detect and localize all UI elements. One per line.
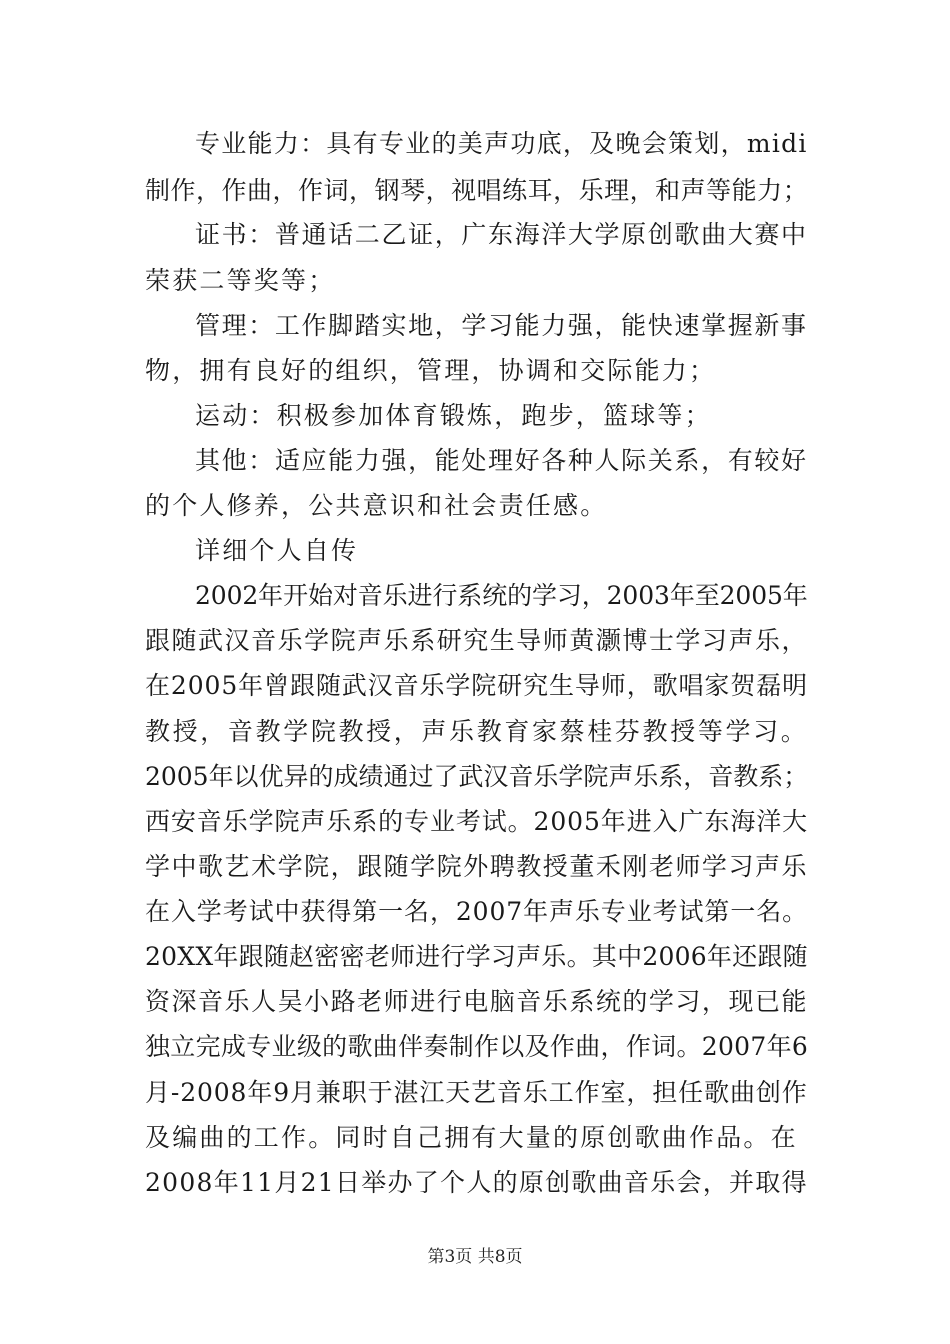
autobiography-line: 月-2008年9月兼职于湛江天艺音乐工作室，担任歌曲创作 — [145, 1078, 808, 1107]
autobiography-line: 在入学考试中获得第一名，2007年声乐专业考试第一名。 — [145, 897, 809, 926]
autobiography-line: 2002年开始对音乐进行系统的学习，2003年至2005年 — [195, 581, 808, 610]
autobiography-line: 2005年以优异的成绩通过了武汉音乐学院声乐系，音教系； — [145, 762, 809, 791]
skill-other-line-2: 的个人修养，公共意识和社会责任感。 — [145, 491, 608, 520]
skill-sports-line-1: 运动：积极参加体育锻炼，跑步，篮球等； — [195, 401, 712, 430]
skill-management-line-2: 物，拥有良好的组织，管理，协调和交际能力； — [145, 356, 717, 385]
skill-certificates-line-1: 证书：普通话二乙证，广东海洋大学原创歌曲大赛中 — [195, 220, 808, 249]
autobiography-line: 独立完成专业级的歌曲伴奏制作以及作曲，作词。2007年6 — [145, 1032, 809, 1061]
autobiography-line: 资深音乐人吴小路老师进行电脑音乐系统的学习，现已能 — [145, 987, 809, 1016]
autobiography-line: 及编曲的工作。同时自己拥有大量的原创歌曲作品。在 — [145, 1123, 798, 1152]
autobiography-line: 学中歌艺术学院，跟随学院外聘教授董禾刚老师学习声乐 — [145, 852, 809, 881]
page-number-footer: 第3页 共8页 — [427, 1247, 523, 1267]
autobiography-line: 20XX年跟随赵密密老师进行学习声乐。其中2006年还跟随 — [145, 942, 808, 971]
skill-other-line-1: 其他：适应能力强，能处理好各种人际关系，有较好 — [195, 446, 808, 475]
skill-certificates-line-2: 荣获二等奖等； — [145, 266, 336, 295]
autobiography-line: 跟随武汉音乐学院声乐系研究生导师黄灏博士学习声乐， — [145, 626, 809, 655]
autobiography-line: 在2005年曾跟随武汉音乐学院研究生导师，歌唱家贺磊明 — [145, 671, 809, 700]
autobiography-line: 教授，音教学院教授，声乐教育家蔡桂芬教授等学习。 — [145, 717, 809, 746]
skill-professional-line-2: 制作，作曲，作词，钢琴，视唱练耳，乐理，和声等能力； — [145, 176, 809, 205]
skill-professional-line-1: 专业能力：具有专业的美声功底，及晚会策划，midi — [195, 129, 808, 158]
autobiography-heading: 详细个人自传 — [195, 536, 359, 565]
skill-management-line-1: 管理：工作脚踏实地，学习能力强，能快速掌握新事 — [195, 311, 808, 340]
autobiography-line: 西安音乐学院声乐系的专业考试。2005年进入广东海洋大 — [145, 807, 809, 836]
autobiography-line: 2008年11月21日举办了个人的原创歌曲音乐会，并取得 — [145, 1168, 808, 1197]
